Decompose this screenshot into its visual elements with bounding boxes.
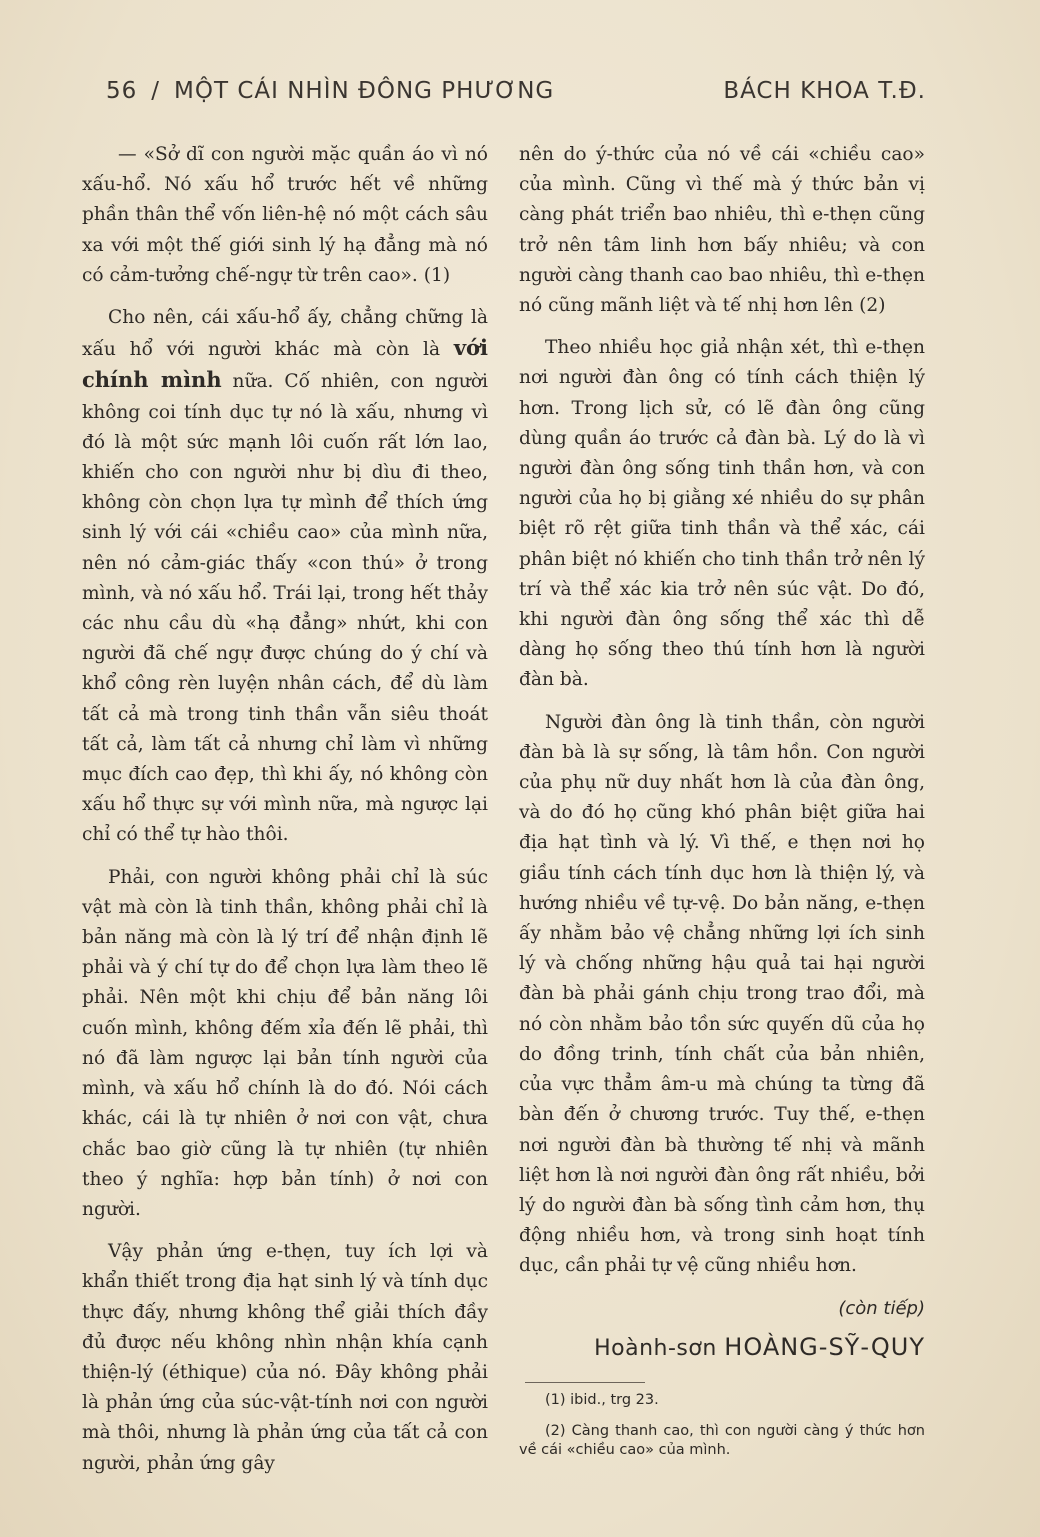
- author-signature: [519, 1332, 925, 1364]
- author-surname: HOÀNG-SỸ-QUY: [724, 1332, 925, 1361]
- emphasis-text: với chính mình: [82, 335, 488, 393]
- continued-note: (còn tiếp): [838, 1297, 925, 1319]
- page-number: 56: [106, 78, 138, 104]
- paragraph: nên do ý-thức của nó về cái «chiều cao» của mình. Cũng vì thế mà ý thức bản vị càng phát triển bao nhiêu, thì e-thẹn cũng trở nên tâm linh hơn bấy nhiêu; và con người càng thanh cao bao nhiêu, thì e-thẹn nó cũng mãnh liệt và tế nhị hơn lên (2): [519, 144, 925, 317]
- paragraph: [82, 303, 488, 851]
- page-header: [106, 78, 926, 104]
- paragraph: Theo nhiều học giả nhận xét, thì e-thẹn nơi người đàn ông có tính cách thiện lý hơn. Trong lịch sử, có lẽ đàn ông cũng dùng quần áo trước cả đàn bà. Lý do là vì người đàn ông sống tinh thần hơn, và con người của họ bị giằng xé nhiều do sự phân biệt rõ rệt giữa tinh thần và thể xác, cái phân biệt nó khiến cho tinh thần trở nên lý trí và thể xác kia trở nên súc vật. Do đó, khi người đàn ông sống thể xác thì dễ dàng họ sống theo thú tính hơn là người đàn bà.: [519, 337, 925, 691]
- right-column: [519, 140, 925, 1472]
- paragraph-text: Cho nên, cái xấu-hổ ấy, chẳng chững là xấu hổ với người khác mà còn là: [82, 307, 488, 361]
- paragraph: Phải, con người không phải chỉ là súc vật mà còn là tinh thần, không phải chỉ là bản năng mà còn là lý trí để nhận định lẽ phải và ý chí tự do để chọn lựa làm theo lẽ phải. Nên một khi chịu để bản năng lôi cuốn mình, không đếm xỉa đến lẽ phải, thì nó đã làm ngược lại bản tính người của mình, và xấu hổ chính là do đó. Nói cách khác, cái là tự nhiên ở nơi con vật, chưa chắc bao giờ cũng là tự nhiên (tự nhiên theo ý nghĩa: hợp bản tính) ở nơi con người.: [82, 866, 488, 1220]
- paragraph: Vậy phản ứng e-thẹn, tuy ích lợi và khẩn thiết trong địa hạt sinh lý và tính dục thực đấy, nhưng không thể giải thích đầy đủ được nếu không nhìn nhận khía cạnh thiện-lý (éthique) của nó. Đây không phải là phản ứng của súc-vật-tính nơi con người mà thôi, nhưng là phản ứng của tất cả con người, phản ứng gây: [82, 1241, 488, 1474]
- header-separator: /: [151, 78, 161, 104]
- left-column: [82, 140, 488, 1491]
- footnote-rule: [525, 1382, 645, 1383]
- paragraph: Người đàn ông là tinh thần, còn người đàn bà là sự sống, là tâm hồn. Con người của phụ nữ duy nhất hơn là của đàn ông, và do đó họ cũng khó phân biệt giữa hai địa hạt tình và lý. Vì thế, e thẹn nơi họ giầu tính cách tính dục hơn là thiện lý, và hướng nhiều về tự-vệ. Do bản năng, e-thẹn ấy nhằm bảo vệ chẳng những lợi ích sinh lý và chống những hậu quả tai hại người đàn bà phải gánh chịu trong trao đổi, mà nó còn nhằm bảo tồn sức quyến dũ của họ do đồng trinh, tính chất của bản nhiên, của vực thẳm âm-u mà chúng ta từng đã bàn đến ở chương trước. Tuy thế, e-thẹn nơi người đàn bà thường tế nhị và mãnh liệt hơn là nơi người đàn ông rất nhiều, bởi lý do người đàn bà sống tình cảm hơn, thụ động nhiều hơn, và trong sinh hoạt tính dục, cần phải tự vệ cũng nhiều hơn.: [519, 711, 925, 1277]
- running-title: MỘT CÁI NHÌN ĐÔNG PHƯƠNG: [174, 78, 555, 104]
- author-given-name: Hoành-sơn: [594, 1335, 717, 1361]
- footnote: (1) ibid., trg 23.: [545, 1391, 659, 1408]
- footnote: (2) Càng thanh cao, thì con người càng ý thức hơn về cái «chiều cao» của mình.: [519, 1422, 925, 1458]
- publication-name: BÁCH KHOA T.Đ.: [723, 78, 926, 104]
- header-left: [106, 78, 568, 104]
- paragraph: — «Sở dĩ con người mặc quần áo vì nó xấu-hổ. Nó xấu hổ trước hết về những phần thân thể vốn liên-hệ nó một cách sâu xa với một thế giới sinh lý hạ đẳng mà nó có cảm-tưởng chế-ngự từ trên cao». (1): [82, 144, 488, 286]
- paragraph-text: nữa. Cố nhiên, con người không coi tính dục tự nó là xấu, nhưng vì đó là một sức mạnh lôi cuốn rất lớn lao, khiến cho con người như bị dìu đi theo, không còn chọn lựa tự mình để thích ứng sinh lý với cái «chiều cao» của mình nữa, nên nó cảm-giác thấy «con thú» ở trong mình, và nó xấu hổ. Trái lại, trong hết thảy các nhu cầu dù «hạ đẳng» nhứt, khi con người đã chế ngự được chúng do ý chí và khổ công rèn luyện nhân cách, để dù làm tất cả mà trong tinh thần vẫn siêu thoát tất cả, làm tất cả nhưng chỉ làm vì những mục đích cao đẹp, thì khi ấy, nó không còn xấu hổ thực sự với mình nữa, mà ngược lại chỉ có thể tự hào thôi.: [82, 371, 488, 846]
